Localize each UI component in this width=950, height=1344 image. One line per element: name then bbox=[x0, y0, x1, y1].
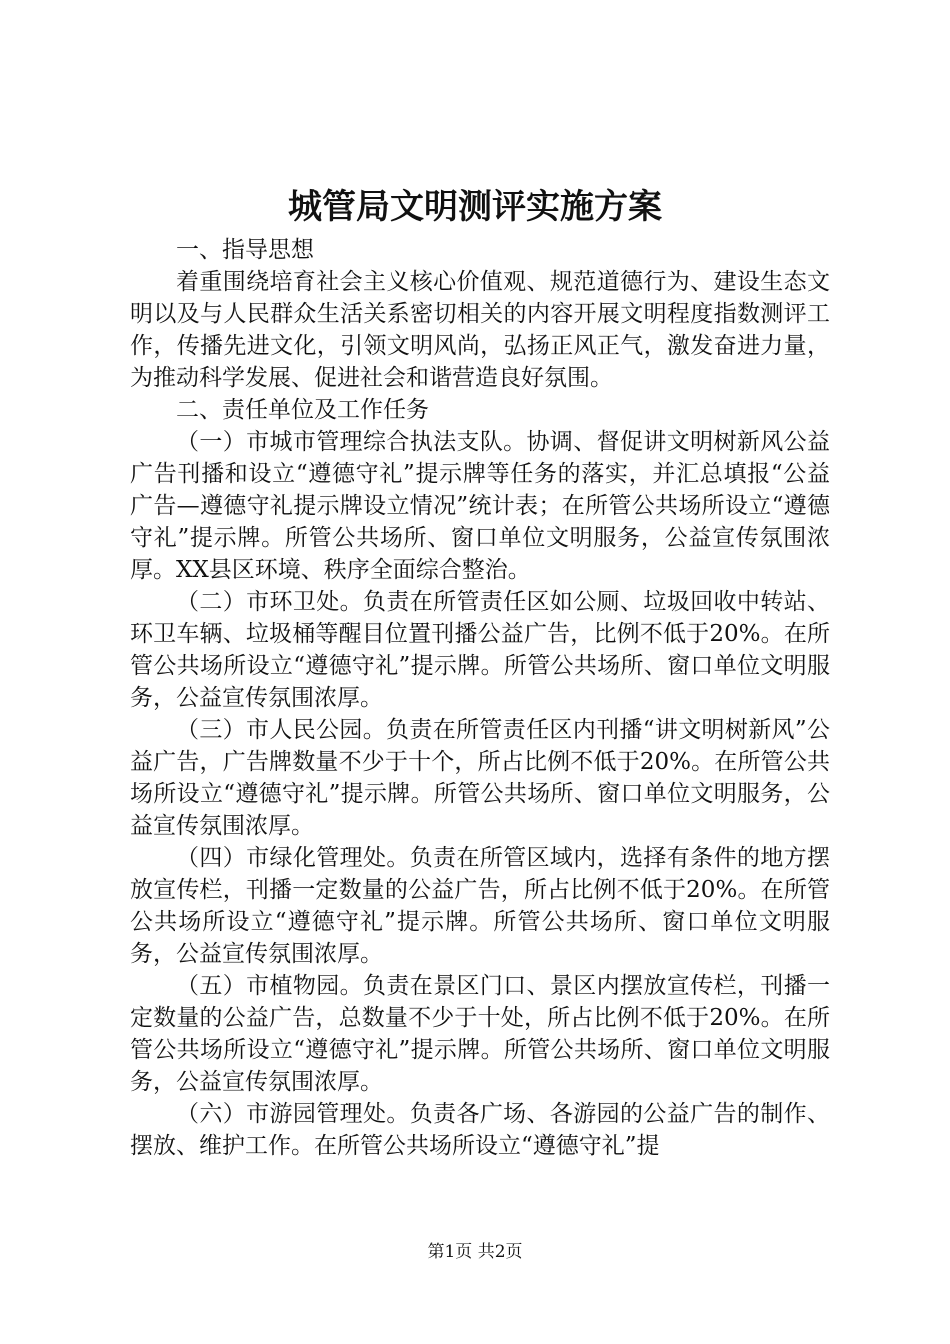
document-title: 城管局文明测评实施方案 bbox=[288, 187, 662, 227]
paragraph-item-3: （三）市人民公园。负责在所管责任区内刊播“讲文明树新风”公益广告，广告牌数量不少于十个，所占比例不低于20%。在所管公共场所设立“遵德守礼”提示牌。所管公共场所、窗口单位文明服务，公益宣传氛围浓厚。 bbox=[130, 717, 830, 839]
paragraph-item-2: （二）市环卫处。负责在所管责任区如公厕、垃圾回收中转站、环卫车辆、垃圾桶等醒目位置刊播公益广告，比例不低于20%。在所管公共场所设立“遵德守礼”提示牌。所管公共场所、窗口单位文明服务，公益宣传氛围浓厚。 bbox=[130, 589, 830, 711]
paragraph-item-5: （五）市植物园。负责在景区门口、景区内摆放宣传栏，刊播一定数量的公益广告，总数量不少于十处，所占比例不低于20%。在所管公共场所设立“遵德守礼”提示牌。所管公共场所、窗口单位文明服务，公益宣传氛围浓厚。 bbox=[130, 973, 830, 1095]
paragraph-item-6: （六）市游园管理处。负责各广场、各游园的公益广告的制作、摆放、维护工作。在所管公共场所设立“遵德守礼”提 bbox=[130, 1101, 830, 1159]
document-body bbox=[130, 234, 830, 1162]
section-heading-1: 一、指导思想 bbox=[176, 237, 314, 263]
section-heading-2: 二、责任单位及工作任务 bbox=[176, 397, 429, 423]
paragraph-guiding-idea: 着重围绕培育社会主义核心价值观、规范道德行为、建设生态文明以及与人民群众生活关系密切相关的内容开展文明程度指数测评工作，传播先进文化，引领文明风尚，弘扬正风正气，激发奋进力量，为推动科学发展、促进社会和谐营造良好氛围。 bbox=[130, 269, 830, 391]
page-number-footer: 第1页 共2页 bbox=[427, 1242, 523, 1262]
paragraph-item-4: （四）市绿化管理处。负责在所管区域内，选择有条件的地方摆放宣传栏，刊播一定数量的公益广告，所占比例不低于20%。在所管公共场所设立“遵德守礼”提示牌。所管公共场所、窗口单位文明服务，公益宣传氛围浓厚。 bbox=[130, 845, 830, 967]
paragraph-item-1: （一）市城市管理综合执法支队。协调、督促讲文明树新风公益广告刊播和设立“遵德守礼”提示牌等任务的落实，并汇总填报“公益广告—遵德守礼提示牌设立情况”统计表；在所管公共场所设立“遵德守礼”提示牌。所管公共场所、窗口单位文明服务，公益宣传氛围浓厚。XX县区环境、秩序全面综合整治。 bbox=[130, 429, 830, 583]
